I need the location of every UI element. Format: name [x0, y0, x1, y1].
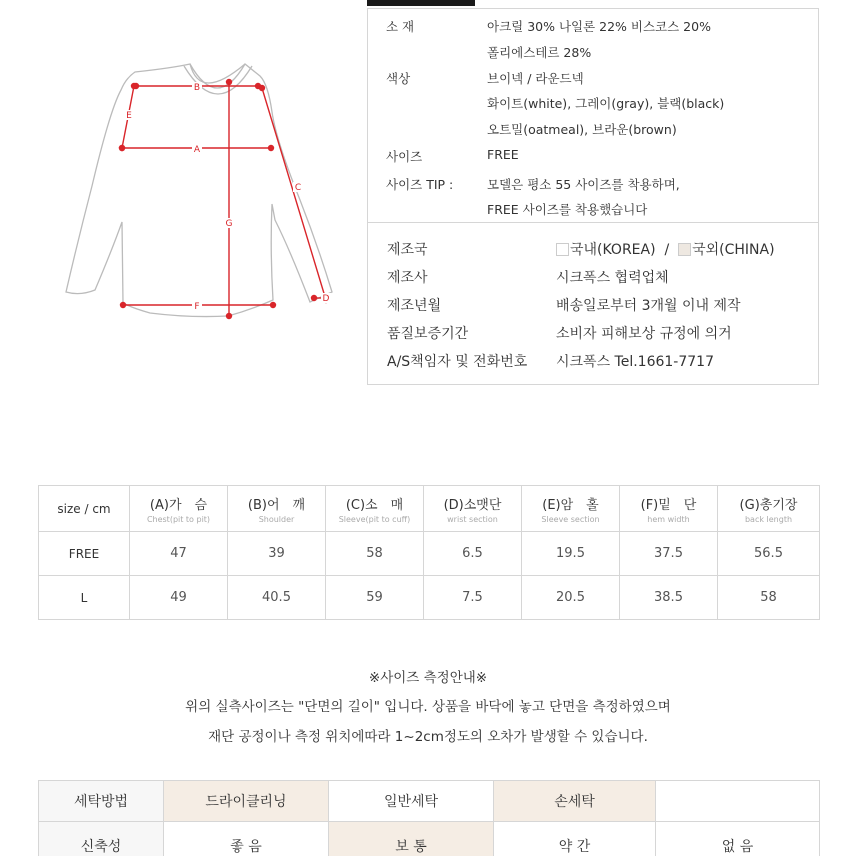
- header-subtitle: Shoulder: [258, 514, 295, 524]
- table-cell: 40.5: [228, 576, 326, 620]
- care-table: [38, 780, 820, 856]
- row-size-label: L: [39, 576, 130, 620]
- regular-wash-cell: 일반세탁: [329, 781, 494, 822]
- table-cell: 47: [130, 532, 228, 576]
- measure-label-a: A: [193, 145, 201, 155]
- size-table-header: [39, 486, 820, 532]
- header-title: (F)밑 단: [640, 497, 697, 513]
- color-value-1: 화이트(white), 그레이(gray), 블랙(black): [487, 96, 725, 111]
- stretch-good-cell: 좋 음: [164, 822, 329, 856]
- size-guide-line-2: 재단 공정이나 측정 위치에따라 1~2cm정도의 오차가 발생할 수 있습니다.: [208, 729, 648, 745]
- info-divider: [368, 222, 818, 223]
- country-separator: /: [664, 242, 670, 258]
- maker-label: 제조사: [387, 270, 428, 286]
- date-value: 배송일로부터 3개월 이내 제작: [556, 298, 741, 314]
- col-header-wrist: [424, 486, 522, 532]
- row-size-label: FREE: [39, 532, 130, 576]
- wash-method-label: 세탁방법: [39, 781, 164, 822]
- header-title: (B)어 깨: [247, 497, 306, 513]
- table-cell: 19.5: [522, 532, 620, 576]
- stretch-slight-cell: 약 간: [494, 822, 656, 856]
- sweater-outline: [66, 64, 332, 317]
- korea-checkbox-icon: [556, 243, 569, 256]
- col-header-shoulder: [228, 486, 326, 532]
- table-cell: 7.5: [424, 576, 522, 620]
- hand-wash-cell: 손세탁: [494, 781, 656, 822]
- warranty-value: 소비자 피해보상 규정에 의거: [556, 326, 732, 342]
- country-china: 국외(CHINA): [692, 242, 775, 258]
- table-cell: 58: [718, 576, 820, 620]
- maker-value: 시크폭스 협력업체: [556, 270, 669, 286]
- table-cell: 20.5: [522, 576, 620, 620]
- garment-measurement-diagram: [55, 55, 355, 325]
- header-subtitle: Sleeve section: [541, 514, 600, 524]
- col-header-hem: [620, 486, 718, 532]
- size-value: FREE: [487, 147, 519, 162]
- stretch-none-cell: 없 음: [656, 822, 820, 856]
- color-label: 색상: [386, 71, 411, 86]
- measure-label-e: E: [126, 111, 132, 121]
- header-title: (A)가 슴: [149, 497, 208, 513]
- header-subtitle: hem width: [647, 514, 690, 524]
- table-cell: 39: [228, 532, 326, 576]
- china-checkbox-icon: [678, 243, 691, 256]
- measure-point: [226, 79, 232, 85]
- size-label: 사이즈: [386, 149, 423, 164]
- neck-type-value: 브이넥 / 라운드넥: [487, 71, 584, 86]
- measure-label-b: B: [193, 83, 201, 93]
- measure-point: [226, 313, 232, 319]
- table-cell: 38.5: [620, 576, 718, 620]
- country-korea: 국내(KOREA): [570, 242, 656, 258]
- header-subtitle: Sleeve(pit to cuff): [338, 514, 411, 524]
- measure-point: [259, 85, 265, 91]
- table-cell: 37.5: [620, 532, 718, 576]
- as-value: 시크폭스 Tel.1661-7717: [556, 354, 714, 370]
- measure-label-g: G: [225, 219, 233, 229]
- measure-label-d: D: [322, 294, 330, 304]
- product-info-box: [367, 8, 819, 385]
- measure-point: [268, 145, 274, 151]
- col-header-sleeve: [326, 486, 424, 532]
- material-label: 소 재: [386, 19, 415, 34]
- header-subtitle: Chest(pit to pit): [146, 514, 211, 524]
- header-title: (E)암 홀: [542, 497, 599, 513]
- header-subtitle: wrist section: [447, 514, 498, 524]
- table-cell: 56.5: [718, 532, 820, 576]
- table-cell: 58: [326, 532, 424, 576]
- header-title: (D)소맷단: [443, 497, 502, 513]
- empty-cell: [656, 781, 820, 822]
- col-header-armhole: [522, 486, 620, 532]
- dry-cleaning-cell: 드라이클리닝: [164, 781, 329, 822]
- measure-label-f: F: [194, 302, 200, 312]
- as-label: A/S책임자 및 전화번호: [387, 354, 528, 370]
- measure-point: [119, 145, 125, 151]
- stretch-label: 신축성: [39, 822, 164, 856]
- stretch-row: [39, 822, 820, 856]
- measure-point: [131, 83, 137, 89]
- header-subtitle: back length: [744, 514, 793, 524]
- size-table: [38, 485, 820, 620]
- col-header-length: [718, 486, 820, 532]
- table-cell: 59: [326, 576, 424, 620]
- measure-point: [311, 295, 317, 301]
- size-tip-value: 모델은 평소 55 사이즈를 착용하며,: [487, 177, 680, 192]
- table-row: [39, 576, 820, 620]
- size-tip-value-2: FREE 사이즈를 착용했습니다: [487, 202, 648, 217]
- col-header-chest: [130, 486, 228, 532]
- measure-label-c: C: [294, 183, 302, 193]
- wash-method-row: [39, 781, 820, 822]
- country-value: [556, 239, 775, 259]
- color-value-2: 오트밀(oatmeal), 브라운(brown): [487, 122, 677, 137]
- material-value: 아크릴 30% 나일론 22% 비스코스 20%: [487, 19, 711, 34]
- size-unit-header: size / cm: [39, 486, 130, 532]
- size-tip-label: 사이즈 TIP :: [386, 177, 454, 192]
- table-cell: 49: [130, 576, 228, 620]
- measure-point: [270, 302, 276, 308]
- table-row: [39, 532, 820, 576]
- stretch-normal-cell: 보 통: [329, 822, 494, 856]
- measure-point: [120, 302, 126, 308]
- header-title: (C)소 매: [345, 497, 404, 513]
- table-cell: 6.5: [424, 532, 522, 576]
- size-guide-title: ※사이즈 측정안내※: [368, 670, 488, 686]
- date-label: 제조년월: [387, 298, 442, 314]
- material-value-2: 폴리에스테르 28%: [487, 45, 592, 60]
- header-title: (G)총기장: [739, 497, 798, 513]
- size-guide-line-1: 위의 실측사이즈는 "단면의 길이" 입니다. 상품을 바닥에 놓고 단면을 측정하였으며: [185, 699, 671, 715]
- country-label: 제조국: [387, 242, 428, 258]
- warranty-label: 품질보증기간: [387, 326, 469, 342]
- header-bar: [367, 0, 475, 6]
